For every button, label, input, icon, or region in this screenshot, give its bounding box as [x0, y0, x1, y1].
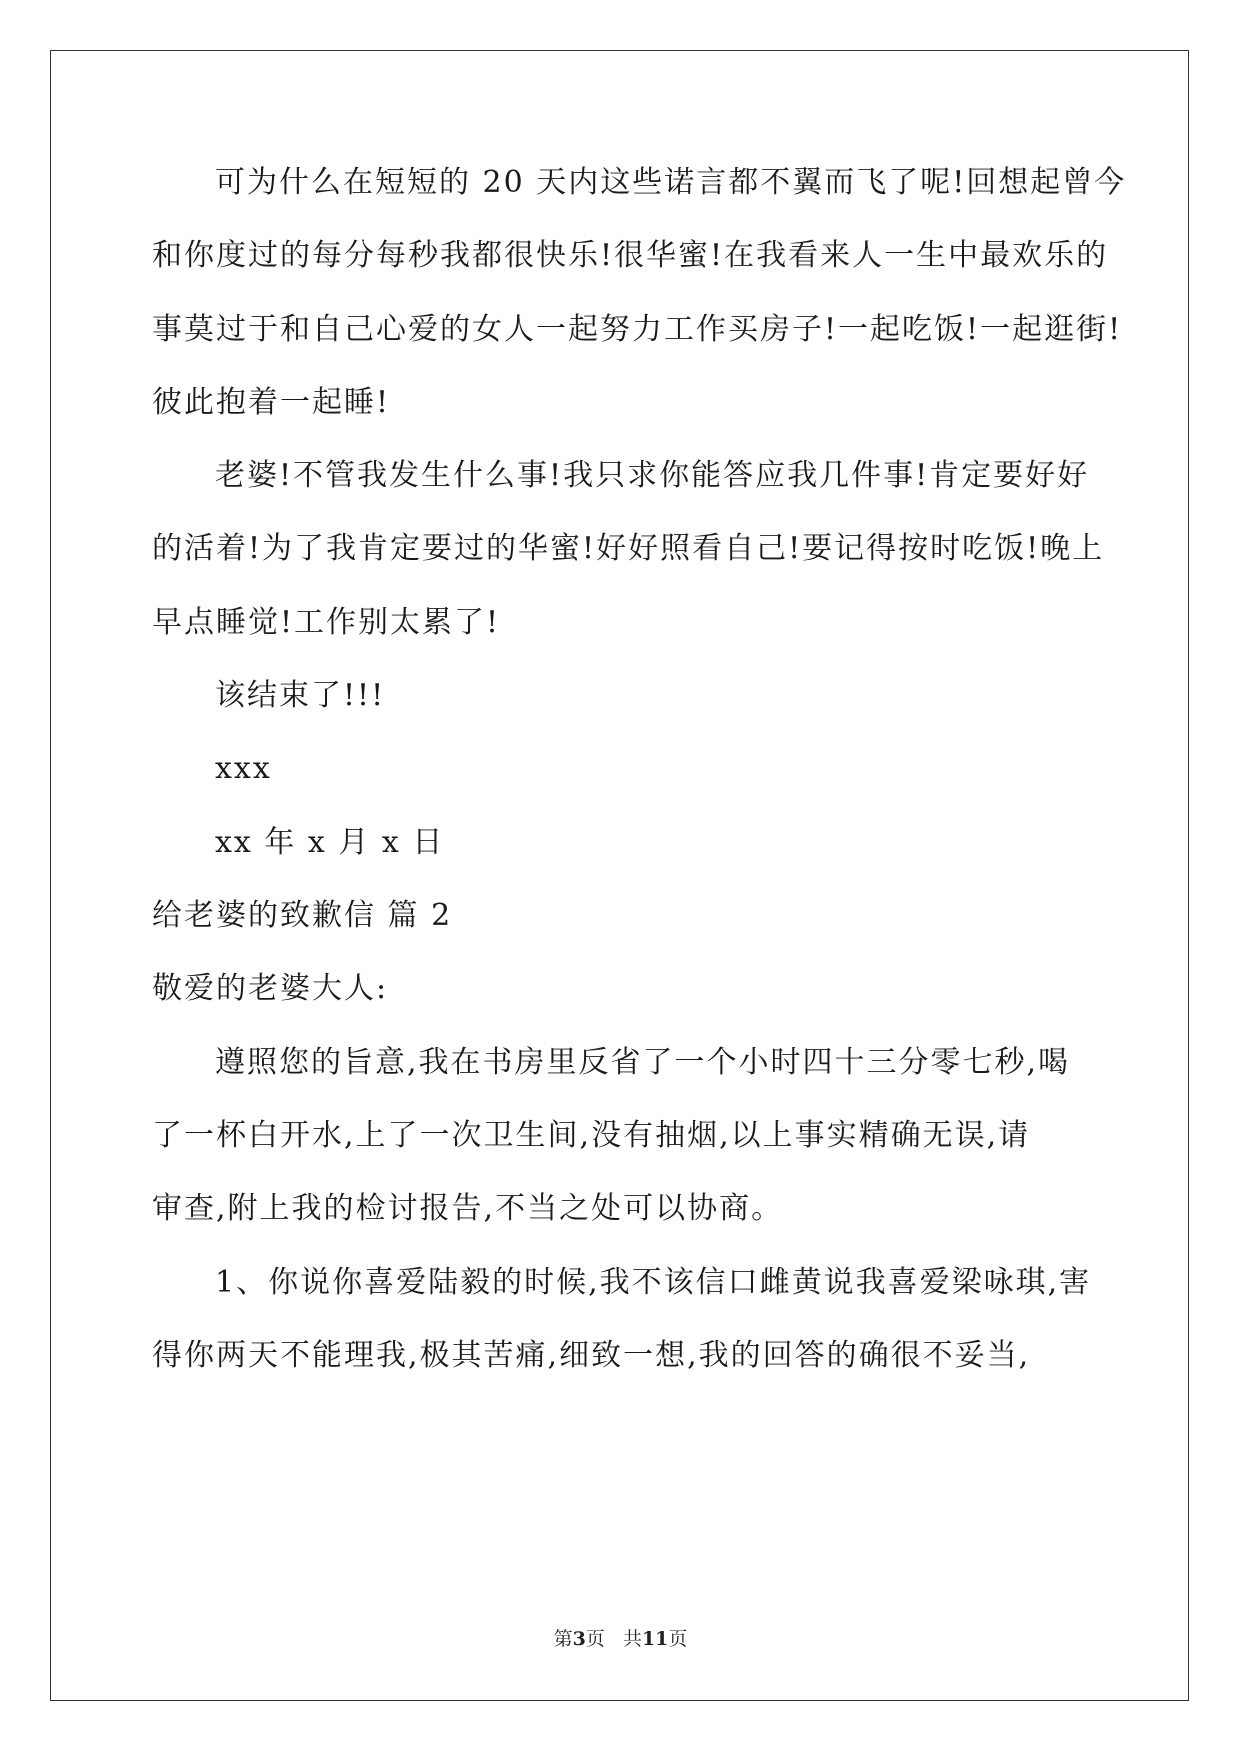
current-page-number: 3	[572, 1628, 586, 1650]
text-line: 遵照您的旨意,我在书房里反省了一个小时四十三分零七秒,喝	[215, 1045, 1071, 1080]
text-line: 得你两天不能理我,极其苦痛,细致一想,我的回答的确很不妥当,	[152, 1338, 1031, 1373]
footer-middle: 页 共	[585, 1628, 642, 1650]
text-line: 的活着!为了我肯定要过的华蜜!好好照看自己!要记得按时吃饭!晚上	[152, 531, 1105, 566]
text-line: 老婆!不管我发生什么事!我只求你能答应我几件事!肯定要好好	[215, 458, 1090, 493]
text-line: 可为什么在短短的 20 天内这些诺言都不翼而飞了呢!回想起曾今	[215, 165, 1127, 200]
section-heading: 给老婆的致歉信 篇 2	[152, 898, 453, 933]
salutation: 敬爱的老婆大人:	[152, 971, 389, 1006]
text-line: 和你度过的每分每秒我都很快乐!很华蜜!在我看来人一生中最欢乐的	[152, 238, 1109, 273]
total-pages-number: 11	[641, 1628, 669, 1650]
text-line: 该结束了!!!	[215, 678, 386, 713]
footer-suffix: 页	[668, 1628, 688, 1650]
text-line: 了一杯白开水,上了一次卫生间,没有抽烟,以上事实精确无误,请	[152, 1118, 1031, 1153]
page-border	[50, 50, 1189, 1701]
text-line: 1、你说你喜爱陆毅的时候,我不该信口雌黄说我喜爱梁咏琪,害	[215, 1265, 1092, 1300]
signature-date: xx 年 x 月 x 日	[215, 825, 445, 860]
footer-prefix: 第	[553, 1628, 573, 1650]
text-line: 审查,附上我的检讨报告,不当之处可以协商。	[152, 1191, 784, 1226]
page-footer	[0, 1627, 1241, 1651]
signature-name: xxx	[215, 751, 272, 786]
text-line: 事莫过于和自己心爱的女人一起努力工作买房子!一起吃饭!一起逛街!	[152, 312, 1123, 347]
text-line: 早点睡觉!工作别太累了!	[152, 605, 501, 640]
text-line: 彼此抱着一起睡!	[152, 385, 391, 420]
